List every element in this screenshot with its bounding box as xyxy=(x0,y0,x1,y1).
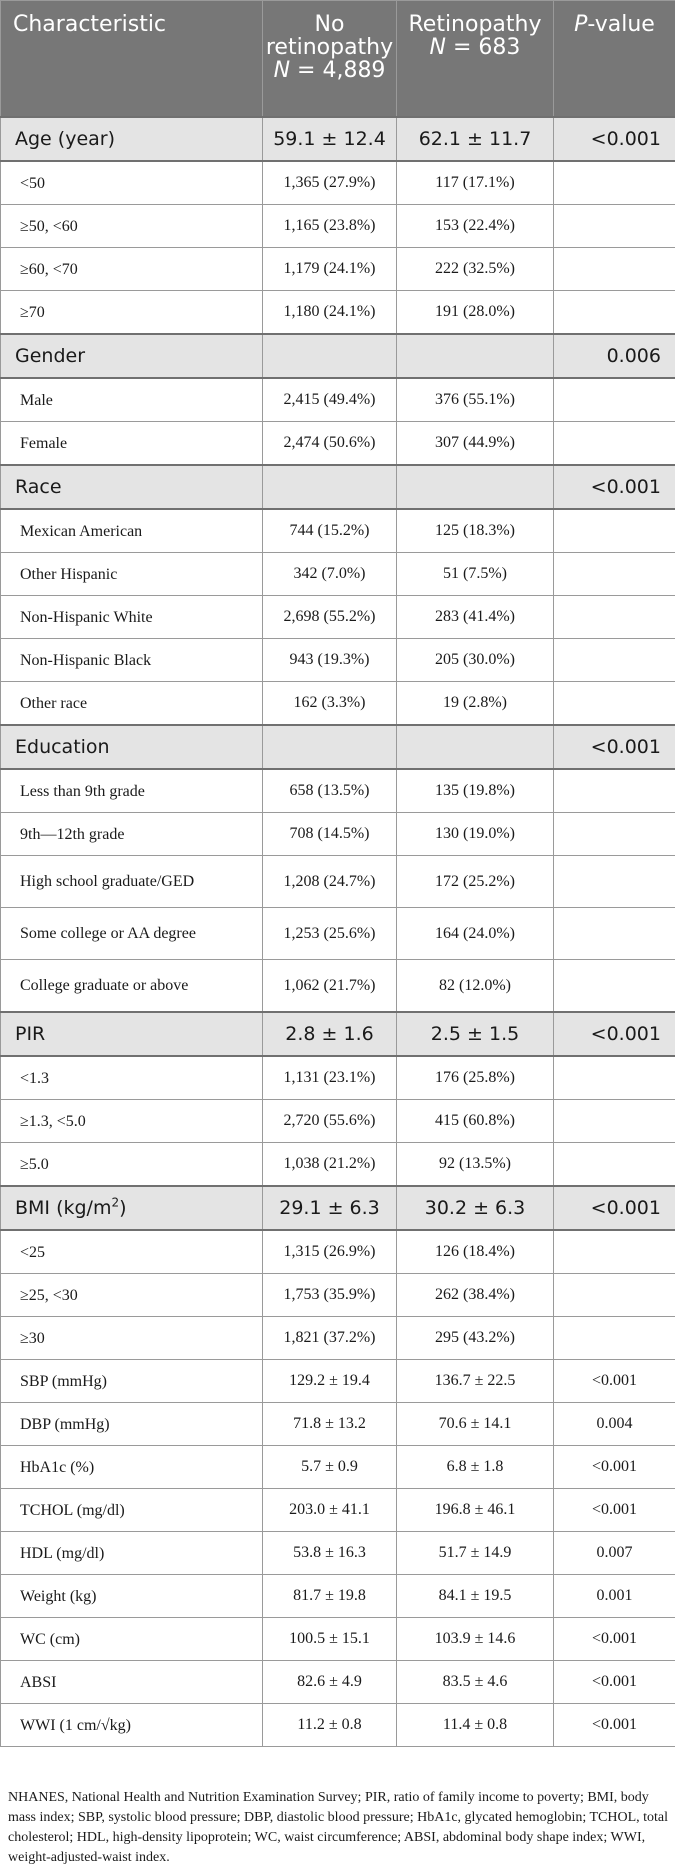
no-retinopathy-value: 1,753 (35.9%) xyxy=(263,1274,397,1317)
row-label-text: WC (cm) xyxy=(20,1630,80,1648)
row-label-text: Mexican American xyxy=(20,522,143,540)
no-retinopathy-value: 29.1 ± 6.3 xyxy=(263,1186,397,1230)
retinopathy-value: 376 (55.1%) xyxy=(397,378,554,422)
retinopathy-value: 62.1 ± 11.7 xyxy=(397,117,554,161)
table-row xyxy=(1,908,675,960)
row-label xyxy=(1,1532,263,1575)
row-label-text: DBP (mmHg) xyxy=(20,1415,110,1433)
row-label xyxy=(1,1360,263,1403)
row-label xyxy=(1,248,263,291)
table-row xyxy=(1,1704,675,1747)
row-label xyxy=(1,856,263,908)
table-row xyxy=(1,769,675,813)
header-no-retinopathy-line1: No xyxy=(314,12,345,37)
p-value: <0.001 xyxy=(554,725,675,769)
no-retinopathy-value: 708 (14.5%) xyxy=(263,813,397,856)
row-label xyxy=(1,960,263,1013)
p-value xyxy=(554,856,675,908)
p-value: 0.006 xyxy=(554,334,675,378)
header-characteristic-label: Characteristic xyxy=(13,12,167,37)
row-label xyxy=(1,378,263,422)
table-row xyxy=(1,960,675,1013)
row-label xyxy=(1,1661,263,1704)
row-label-text: ≥1.3, <5.0 xyxy=(20,1112,86,1130)
retinopathy-value: 51.7 ± 14.9 xyxy=(397,1532,554,1575)
row-label-text: ≥30 xyxy=(20,1329,45,1347)
p-value: 0.004 xyxy=(554,1403,675,1446)
retinopathy-value: 30.2 ± 6.3 xyxy=(397,1186,554,1230)
no-retinopathy-value: 1,253 (25.6%) xyxy=(263,908,397,960)
p-value: <0.001 xyxy=(554,1360,675,1403)
retinopathy-value: 11.4 ± 0.8 xyxy=(397,1704,554,1747)
table-row xyxy=(1,161,675,205)
row-label-text: Gender xyxy=(15,345,86,367)
row-label-text: SBP (mmHg) xyxy=(20,1372,107,1390)
row-label xyxy=(1,1403,263,1446)
section-row xyxy=(1,465,675,509)
p-value xyxy=(554,639,675,682)
row-label-text: 9th—12th grade xyxy=(20,825,125,843)
p-value: <0.001 xyxy=(554,1186,675,1230)
row-label xyxy=(1,1143,263,1187)
header-no-retinopathy-n-value: = 4,889 xyxy=(290,58,386,83)
table-row xyxy=(1,1489,675,1532)
row-label-text: Age (year) xyxy=(15,128,116,150)
row-label xyxy=(1,1056,263,1100)
table-row xyxy=(1,422,675,466)
row-label-text: PIR xyxy=(15,1023,46,1045)
p-value xyxy=(554,1100,675,1143)
no-retinopathy-value: 81.7 ± 19.8 xyxy=(263,1575,397,1618)
row-label-text: WWI (1 cm/√kg) xyxy=(20,1716,131,1734)
row-label-text: TCHOL (mg/dl) xyxy=(20,1501,125,1519)
p-value xyxy=(554,908,675,960)
row-label-text: Other race xyxy=(20,694,88,712)
table-row xyxy=(1,596,675,639)
row-label-text: High school graduate/GED xyxy=(20,873,195,890)
header-retinopathy xyxy=(397,1,554,118)
no-retinopathy-value: 2.8 ± 1.6 xyxy=(263,1012,397,1056)
header-retinopathy-n xyxy=(397,36,553,59)
no-retinopathy-value: 1,208 (24.7%) xyxy=(263,856,397,908)
retinopathy-value: 84.1 ± 19.5 xyxy=(397,1575,554,1618)
no-retinopathy-value: 82.6 ± 4.9 xyxy=(263,1661,397,1704)
p-value: <0.001 xyxy=(554,1704,675,1747)
retinopathy-value: 70.6 ± 14.1 xyxy=(397,1403,554,1446)
no-retinopathy-value: 1,821 (37.2%) xyxy=(263,1317,397,1360)
table-row xyxy=(1,205,675,248)
row-label-text: Non-Hispanic White xyxy=(20,608,153,626)
table-row xyxy=(1,509,675,553)
row-label-text: ≥25, <30 xyxy=(20,1286,78,1304)
table-row xyxy=(1,1532,675,1575)
table-row xyxy=(1,1100,675,1143)
no-retinopathy-value: 1,365 (27.9%) xyxy=(263,161,397,205)
retinopathy-value: 2.5 ± 1.5 xyxy=(397,1012,554,1056)
row-label-text: ≥60, <70 xyxy=(20,260,78,278)
row-label xyxy=(1,1489,263,1532)
retinopathy-value: 222 (32.5%) xyxy=(397,248,554,291)
row-label xyxy=(1,596,263,639)
header-no-retinopathy-n xyxy=(263,59,396,82)
p-value: 0.001 xyxy=(554,1575,675,1618)
retinopathy-value: 172 (25.2%) xyxy=(397,856,554,908)
header-no-retinopathy xyxy=(263,1,397,118)
table-row xyxy=(1,1446,675,1489)
no-retinopathy-value xyxy=(263,334,397,378)
p-value xyxy=(554,1230,675,1274)
row-label-text: Some college or AA degree xyxy=(20,925,196,942)
no-retinopathy-value: 744 (15.2%) xyxy=(263,509,397,553)
p-value: 0.007 xyxy=(554,1532,675,1575)
table-body xyxy=(1,117,675,1747)
row-label-text: ≥70 xyxy=(20,303,45,321)
table-row xyxy=(1,1317,675,1360)
row-label xyxy=(1,1012,263,1056)
no-retinopathy-value: 71.8 ± 13.2 xyxy=(263,1403,397,1446)
section-row xyxy=(1,1012,675,1056)
row-label xyxy=(1,509,263,553)
row-label xyxy=(1,465,263,509)
row-label xyxy=(1,553,263,596)
row-label-text: Male xyxy=(20,391,53,409)
p-value xyxy=(554,422,675,466)
retinopathy-value: 92 (13.5%) xyxy=(397,1143,554,1187)
row-label xyxy=(1,1186,263,1230)
no-retinopathy-value: 658 (13.5%) xyxy=(263,769,397,813)
no-retinopathy-value: 1,165 (23.8%) xyxy=(263,205,397,248)
no-retinopathy-value: 1,062 (21.7%) xyxy=(263,960,397,1013)
row-label-text: HbA1c (%) xyxy=(20,1458,95,1476)
p-value xyxy=(554,960,675,1013)
p-value xyxy=(554,161,675,205)
row-label xyxy=(1,769,263,813)
no-retinopathy-value: 1,180 (24.1%) xyxy=(263,291,397,335)
table-row xyxy=(1,639,675,682)
no-retinopathy-value: 2,698 (55.2%) xyxy=(263,596,397,639)
header-retinopathy-line1: Retinopathy xyxy=(408,12,542,37)
row-label-text: <50 xyxy=(20,174,46,192)
no-retinopathy-value: 943 (19.3%) xyxy=(263,639,397,682)
row-label-text: Less than 9th grade xyxy=(20,782,145,800)
p-value xyxy=(554,509,675,553)
table-row xyxy=(1,856,675,908)
row-label-text: Education xyxy=(15,736,110,758)
retinopathy-value xyxy=(397,465,554,509)
row-label xyxy=(1,205,263,248)
section-row xyxy=(1,117,675,161)
table-row xyxy=(1,813,675,856)
no-retinopathy-value: 129.2 ± 19.4 xyxy=(263,1360,397,1403)
row-label xyxy=(1,1575,263,1618)
row-label xyxy=(1,725,263,769)
table-row xyxy=(1,248,675,291)
row-label-text: Female xyxy=(20,434,68,452)
row-label-text: ≥5.0 xyxy=(20,1155,49,1173)
retinopathy-value: 83.5 ± 4.6 xyxy=(397,1661,554,1704)
table-row xyxy=(1,378,675,422)
retinopathy-value: 415 (60.8%) xyxy=(397,1100,554,1143)
retinopathy-value: 191 (28.0%) xyxy=(397,291,554,335)
row-label-text: ABSI xyxy=(20,1673,57,1691)
row-label xyxy=(1,639,263,682)
retinopathy-value: 103.9 ± 14.6 xyxy=(397,1618,554,1661)
row-label-suffix: ) xyxy=(119,1197,127,1219)
retinopathy-value: 164 (24.0%) xyxy=(397,908,554,960)
row-label xyxy=(1,161,263,205)
p-value: <0.001 xyxy=(554,1446,675,1489)
header-retinopathy-n-value: = 683 xyxy=(446,35,521,60)
no-retinopathy-value: 11.2 ± 0.8 xyxy=(263,1704,397,1747)
row-label xyxy=(1,291,263,335)
retinopathy-value: 6.8 ± 1.8 xyxy=(397,1446,554,1489)
no-retinopathy-value: 59.1 ± 12.4 xyxy=(263,117,397,161)
p-value xyxy=(554,248,675,291)
row-label xyxy=(1,682,263,726)
row-label-text: ≥50, <60 xyxy=(20,217,78,235)
p-value: <0.001 xyxy=(554,1618,675,1661)
header-characteristic xyxy=(1,1,263,118)
row-label-text: College graduate or above xyxy=(20,977,189,994)
row-label xyxy=(1,1230,263,1274)
header-no-retinopathy-line2: retinopathy xyxy=(265,35,394,60)
section-row xyxy=(1,1186,675,1230)
row-label xyxy=(1,422,263,466)
header-p-label-italic: P xyxy=(574,12,588,37)
retinopathy-value: 176 (25.8%) xyxy=(397,1056,554,1100)
row-label xyxy=(1,1100,263,1143)
table-row xyxy=(1,1230,675,1274)
retinopathy-value: 51 (7.5%) xyxy=(397,553,554,596)
retinopathy-value: 117 (17.1%) xyxy=(397,161,554,205)
retinopathy-value: 125 (18.3%) xyxy=(397,509,554,553)
no-retinopathy-value xyxy=(263,465,397,509)
p-value xyxy=(554,205,675,248)
row-label-text: Weight (kg) xyxy=(20,1587,97,1605)
row-label-text: <25 xyxy=(20,1243,46,1261)
p-value: <0.001 xyxy=(554,1489,675,1532)
row-label-text: Race xyxy=(15,476,62,498)
row-label-text: HDL (mg/dl) xyxy=(20,1544,105,1562)
retinopathy-value: 135 (19.8%) xyxy=(397,769,554,813)
row-label xyxy=(1,334,263,378)
row-label-text: Other Hispanic xyxy=(20,565,118,583)
retinopathy-value xyxy=(397,334,554,378)
retinopathy-value: 19 (2.8%) xyxy=(397,682,554,726)
retinopathy-value: 196.8 ± 46.1 xyxy=(397,1489,554,1532)
p-value xyxy=(554,1056,675,1100)
no-retinopathy-value: 2,720 (55.6%) xyxy=(263,1100,397,1143)
p-value xyxy=(554,1274,675,1317)
retinopathy-value: 130 (19.0%) xyxy=(397,813,554,856)
table-header-row xyxy=(1,1,675,118)
no-retinopathy-value: 203.0 ± 41.1 xyxy=(263,1489,397,1532)
table-row xyxy=(1,682,675,726)
table-row xyxy=(1,1274,675,1317)
table-row xyxy=(1,1661,675,1704)
retinopathy-value: 82 (12.0%) xyxy=(397,960,554,1013)
no-retinopathy-value: 1,131 (23.1%) xyxy=(263,1056,397,1100)
retinopathy-value: 136.7 ± 22.5 xyxy=(397,1360,554,1403)
table-row xyxy=(1,1360,675,1403)
header-p-label-rest: -value xyxy=(587,12,655,37)
p-value xyxy=(554,1143,675,1187)
table-footnote: NHANES, National Health and Nutrition Examination Survey; PIR, ratio of family income to poverty; BMI, body mass index; SBP, systolic blood pressure; DBP, diastolic blood pressure; HbA1c, glycated hemoglobin; TCHOL, total cholesterol; HDL, high-density lipoprotein; WC, waist circumference; ABSI, abdominal body shape index; WWI, weight-adjusted-waist index. xyxy=(8,1790,669,1865)
retinopathy-value xyxy=(397,725,554,769)
row-label xyxy=(1,813,263,856)
table-row xyxy=(1,1403,675,1446)
retinopathy-value: 283 (41.4%) xyxy=(397,596,554,639)
retinopathy-value: 205 (30.0%) xyxy=(397,639,554,682)
table-row xyxy=(1,1618,675,1661)
retinopathy-value: 262 (38.4%) xyxy=(397,1274,554,1317)
p-value xyxy=(554,596,675,639)
p-value: <0.001 xyxy=(554,117,675,161)
p-value xyxy=(554,553,675,596)
p-value: <0.001 xyxy=(554,465,675,509)
header-no-retinopathy-n-label: N xyxy=(273,58,291,83)
p-value xyxy=(554,378,675,422)
table-row xyxy=(1,553,675,596)
row-label xyxy=(1,1274,263,1317)
no-retinopathy-value: 5.7 ± 0.9 xyxy=(263,1446,397,1489)
p-value xyxy=(554,682,675,726)
row-label xyxy=(1,908,263,960)
row-label-text: <1.3 xyxy=(20,1069,50,1087)
row-label-text: BMI (kg/m xyxy=(15,1197,112,1219)
retinopathy-value: 153 (22.4%) xyxy=(397,205,554,248)
p-value xyxy=(554,769,675,813)
row-label xyxy=(1,1618,263,1661)
no-retinopathy-value: 2,415 (49.4%) xyxy=(263,378,397,422)
no-retinopathy-value xyxy=(263,725,397,769)
row-label xyxy=(1,1317,263,1360)
no-retinopathy-value: 1,315 (26.9%) xyxy=(263,1230,397,1274)
table-row xyxy=(1,1056,675,1100)
retinopathy-value: 126 (18.4%) xyxy=(397,1230,554,1274)
p-value xyxy=(554,291,675,335)
section-row xyxy=(1,725,675,769)
table-row xyxy=(1,291,675,335)
p-value xyxy=(554,1317,675,1360)
p-value: <0.001 xyxy=(554,1661,675,1704)
header-retinopathy-n-label: N xyxy=(429,35,447,60)
no-retinopathy-value: 1,038 (21.2%) xyxy=(263,1143,397,1187)
p-value: <0.001 xyxy=(554,1012,675,1056)
retinopathy-value: 307 (44.9%) xyxy=(397,422,554,466)
table-row xyxy=(1,1143,675,1187)
no-retinopathy-value: 1,179 (24.1%) xyxy=(263,248,397,291)
header-p-value xyxy=(554,1,675,118)
row-label xyxy=(1,1704,263,1747)
p-value xyxy=(554,813,675,856)
row-label-superscript: 2 xyxy=(111,1195,120,1210)
section-row xyxy=(1,334,675,378)
no-retinopathy-value: 53.8 ± 16.3 xyxy=(263,1532,397,1575)
table-row xyxy=(1,1575,675,1618)
no-retinopathy-value: 100.5 ± 15.1 xyxy=(263,1618,397,1661)
row-label-text: Non-Hispanic Black xyxy=(20,651,152,669)
no-retinopathy-value: 342 (7.0%) xyxy=(263,553,397,596)
row-label xyxy=(1,1446,263,1489)
retinopathy-value: 295 (43.2%) xyxy=(397,1317,554,1360)
no-retinopathy-value: 2,474 (50.6%) xyxy=(263,422,397,466)
row-label xyxy=(1,117,263,161)
no-retinopathy-value: 162 (3.3%) xyxy=(263,682,397,726)
